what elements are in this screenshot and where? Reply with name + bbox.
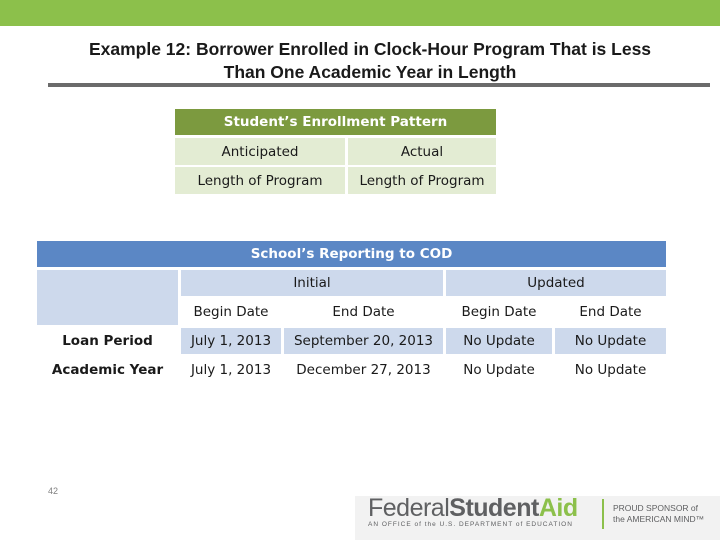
top-accent-bar xyxy=(0,0,720,26)
fsa-logo xyxy=(368,494,578,523)
title-divider xyxy=(48,83,710,87)
sub-header-initial-begin: Begin Date xyxy=(181,299,281,325)
fsa-logo-student: Student xyxy=(449,494,539,522)
academic-year-updated-begin: No Update xyxy=(446,357,552,383)
group-header-initial: Initial xyxy=(181,270,443,296)
sponsor-tagline xyxy=(613,503,704,525)
sponsor-tagline-line-1: PROUD SPONSOR of xyxy=(613,503,699,513)
sub-header-updated-end: End Date xyxy=(555,299,666,325)
enrollment-cell-actual: Length of Program xyxy=(348,167,496,194)
loan-period-initial-begin: July 1, 2013 xyxy=(181,328,281,354)
fsa-logo-subtitle: AN OFFICE of the U.S. DEPARTMENT of EDUCATION xyxy=(368,521,573,528)
reporting-corner-cell xyxy=(37,270,178,325)
loan-period-updated-end: No Update xyxy=(555,328,666,354)
fsa-logo-federal: Federal xyxy=(368,494,450,522)
academic-year-initial-end: December 27, 2013 xyxy=(284,357,443,383)
sponsor-tagline-line-2: the AMERICAN MIND™ xyxy=(613,514,705,524)
group-header-updated: Updated xyxy=(446,270,666,296)
fsa-logo-aid: Aid xyxy=(538,494,578,522)
slide-title xyxy=(20,38,720,84)
slide-title-line-1: Example 12: Borrower Enrolled in Clock-Hour Program That is Less xyxy=(88,39,652,59)
enrollment-col-anticipated: Anticipated xyxy=(175,138,345,165)
enrollment-col-actual: Actual xyxy=(348,138,496,165)
loan-period-initial-end: September 20, 2013 xyxy=(284,328,443,354)
enrollment-cell-anticipated: Length of Program xyxy=(175,167,345,194)
sub-header-updated-begin: Begin Date xyxy=(446,299,552,325)
logo-divider xyxy=(602,499,604,529)
row-label-loan-period: Loan Period xyxy=(37,328,178,354)
loan-period-updated-begin: No Update xyxy=(446,328,552,354)
sub-header-initial-end: End Date xyxy=(284,299,443,325)
page-number: 42 xyxy=(48,486,59,496)
academic-year-updated-end: No Update xyxy=(555,357,666,383)
reporting-table-header: School’s Reporting to COD xyxy=(37,241,666,267)
row-label-academic-year: Academic Year xyxy=(37,357,178,383)
academic-year-initial-begin: July 1, 2013 xyxy=(181,357,281,383)
slide-title-line-2: Than One Academic Year in Length xyxy=(223,62,517,82)
enrollment-table-header: Student’s Enrollment Pattern xyxy=(175,109,496,135)
